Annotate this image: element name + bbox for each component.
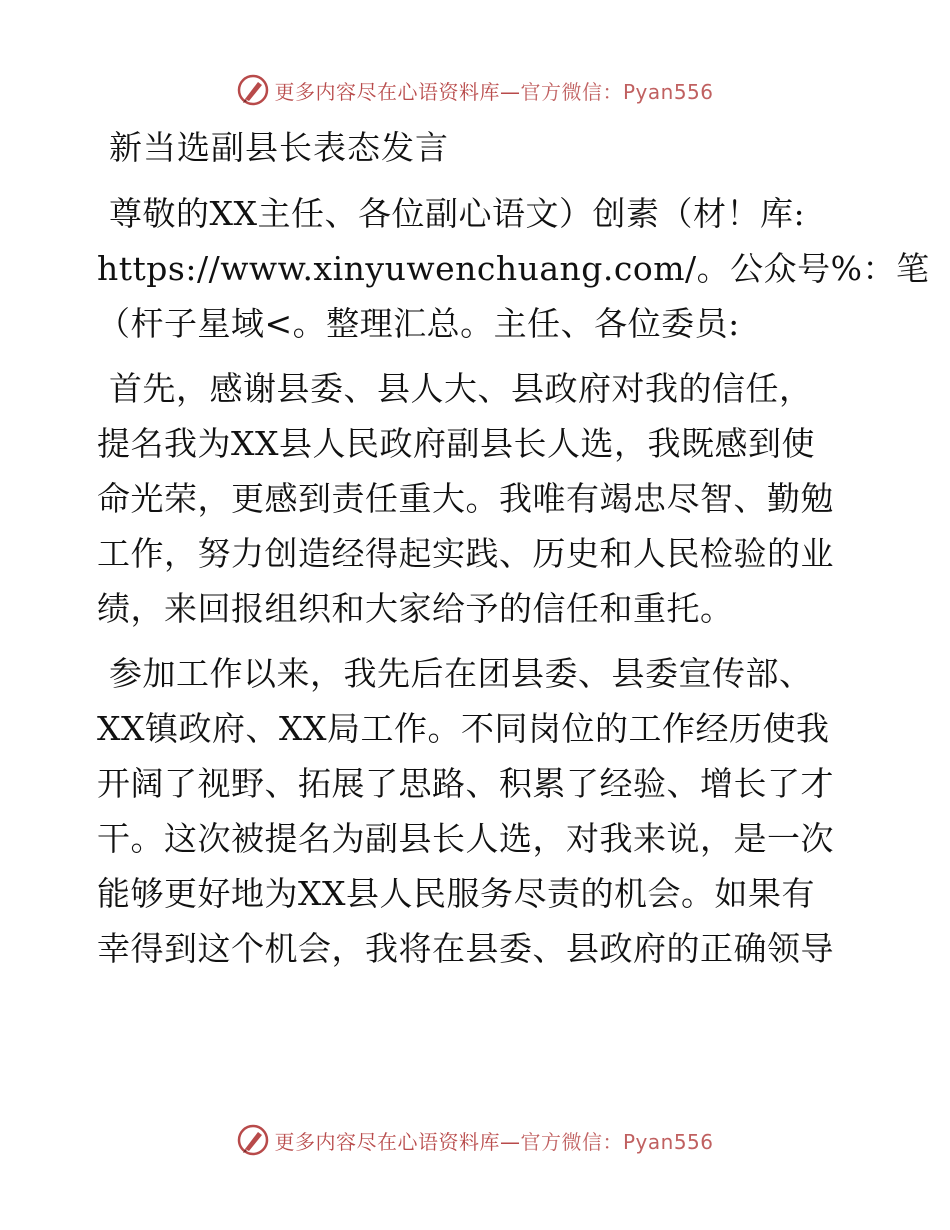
text-line: 绩，来回报组织和大家给予的信任和重托。: [97, 589, 734, 628]
paragraph-greeting: [97, 186, 930, 351]
text-line: 首先，感谢县委、县人大、县政府对我的信任，: [109, 369, 813, 408]
paragraph-experience: [97, 646, 857, 976]
text-line: 工作，努力创造经得起实践、历史和人民检验的业: [97, 534, 834, 573]
watermark-text: 更多内容尽在心语资料库—官方微信：Pyan556: [274, 1129, 714, 1154]
text-line: 命光荣，更感到责任重大。我唯有竭忠尽智、勤勉: [97, 479, 834, 518]
text-line: （杆子星域<。整理汇总。主任、各位委员:: [97, 304, 740, 343]
text-line: 参加工作以来，我先后在团县委、县委宣传部、: [109, 654, 813, 693]
document-body: [97, 122, 930, 986]
text-line: 干。这次被提名为副县长人选，对我来说，是一次: [97, 819, 834, 858]
text-line: 尊敬的XX主任、各位副心语文）创素（材！库:: [109, 194, 806, 233]
pen-logo-icon: [236, 1123, 270, 1157]
document-title: 新当选副县长表态发言: [109, 128, 449, 167]
text-line: 提名我为XX县人民政府副县长人选，我既感到使: [97, 424, 815, 463]
text-line: https://www.xinyuwenchuang.com/。公众号%：笔: [97, 249, 930, 288]
footer-watermark: [0, 1120, 950, 1160]
pen-logo-icon: [236, 73, 270, 107]
header-watermark: [0, 70, 950, 110]
text-line: 开阔了视野、拓展了思路、积累了经验、增长了才: [97, 764, 834, 803]
paragraph-thanks: [97, 361, 857, 636]
watermark-text: 更多内容尽在心语资料库—官方微信：Pyan556: [274, 79, 714, 104]
text-line: 幸得到这个机会，我将在县委、县政府的正确领导: [97, 929, 834, 968]
text-line: XX镇政府、XX局工作。不同岗位的工作经历使我: [97, 709, 830, 748]
text-line: 能够更好地为XX县人民服务尽责的机会。如果有: [97, 874, 815, 913]
